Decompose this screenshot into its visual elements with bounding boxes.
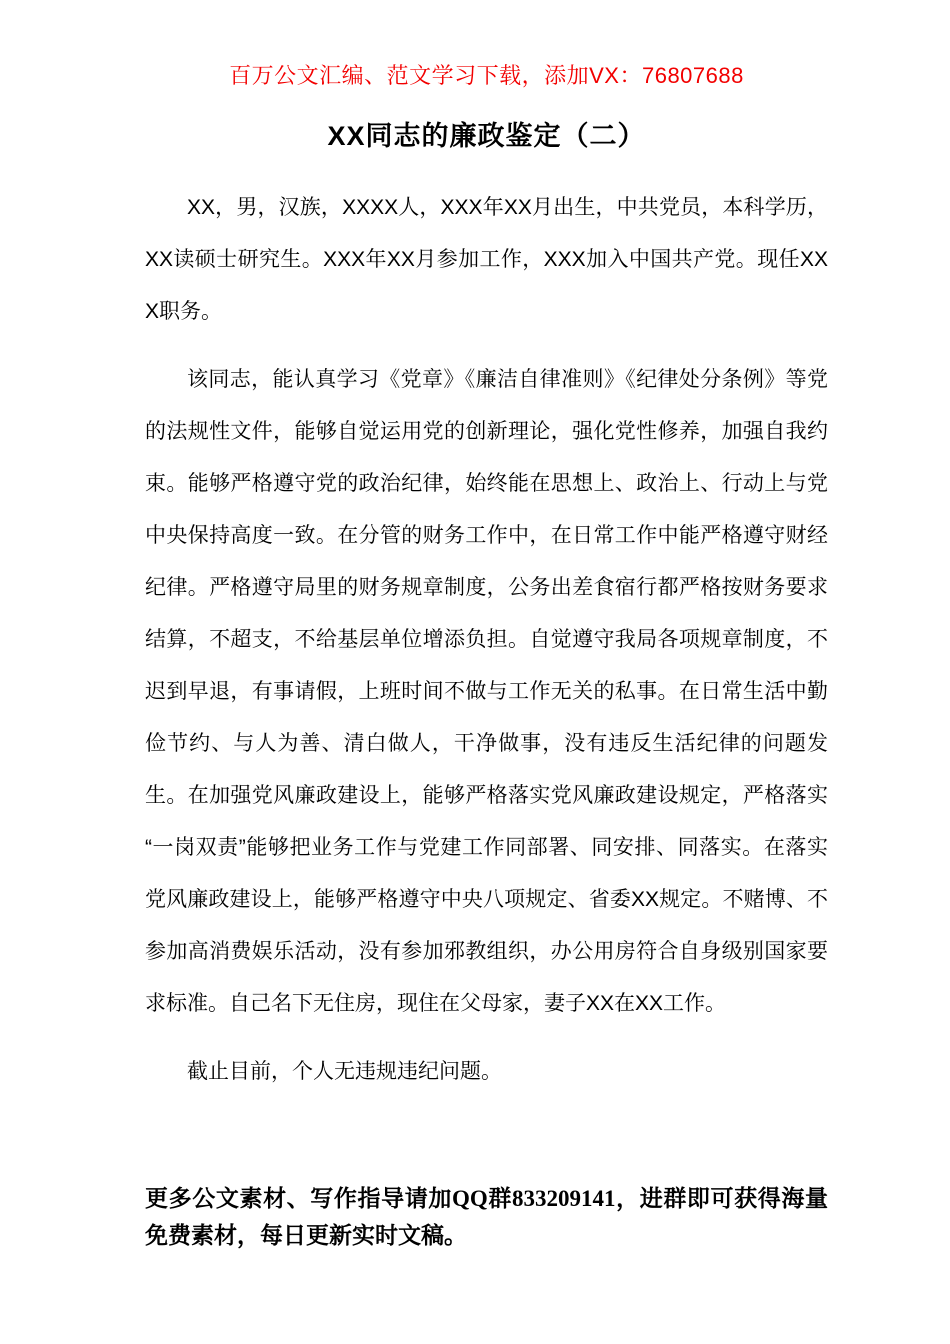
paragraph-conclusion: 截止目前，个人无违规违纪问题。 [187,1060,502,1083]
header-promo-notice: 百万公文汇编、范文学习下载，添加VX：76807688 [229,63,744,88]
paragraph-personal-info: XX，男，汉族，XXXX人，XXX年XX月出生，中共党员，本科学历，XX读硕士研究生。XXX年XX月参加工作，XXX加入中国共产党。现任XXX职务。 [145,196,828,323]
footer-promo-notice: 更多公文素材、写作指导请加QQ群833209141，进群即可获得海量免费素材，每日更新实时文稿。 [145,1186,828,1248]
paragraph-appraisal-main: 该同志，能认真学习《党章》《廉洁自律准则》《纪律处分条例》等党的法规性文件，能够自觉运用党的创新理论，强化党性修养，加强自我约束。能够严格遵守党的政治纪律，始终能在思想上、政治上、行动上与党中央保持高度一致。在分管的财务工作中，在日常工作中能严格遵守财经纪律。严格遵守局里的财务规章制度，公务出差食宿行都严格按财务要求结算，不超支，不给基层单位增添负担。自觉遵守我局各项规章制度，不迟到早退，有事请假，上班时间不做与工作无关的私事。在日常生活中勤俭节约、与人为善、清白做人，干净做事，没有违反生活纪律的问题发生。在加强党风廉政建设上，能够严格落实党风廉政建设规定，严格落实“一岗双责”能够把业务工作与党建工作同部署、同安排、同落实。在落实党风廉政建设上，能够严格遵守中央八项规定、省委XX规定。不赌博、不参加高消费娱乐活动，没有参加邪教组织，办公用房符合自身级别国家要求标准。自己名下无住房，现住在父母家，妻子XX在XX工作。 [145,368,828,1015]
document-title: XX同志的廉政鉴定（二） [327,121,646,151]
